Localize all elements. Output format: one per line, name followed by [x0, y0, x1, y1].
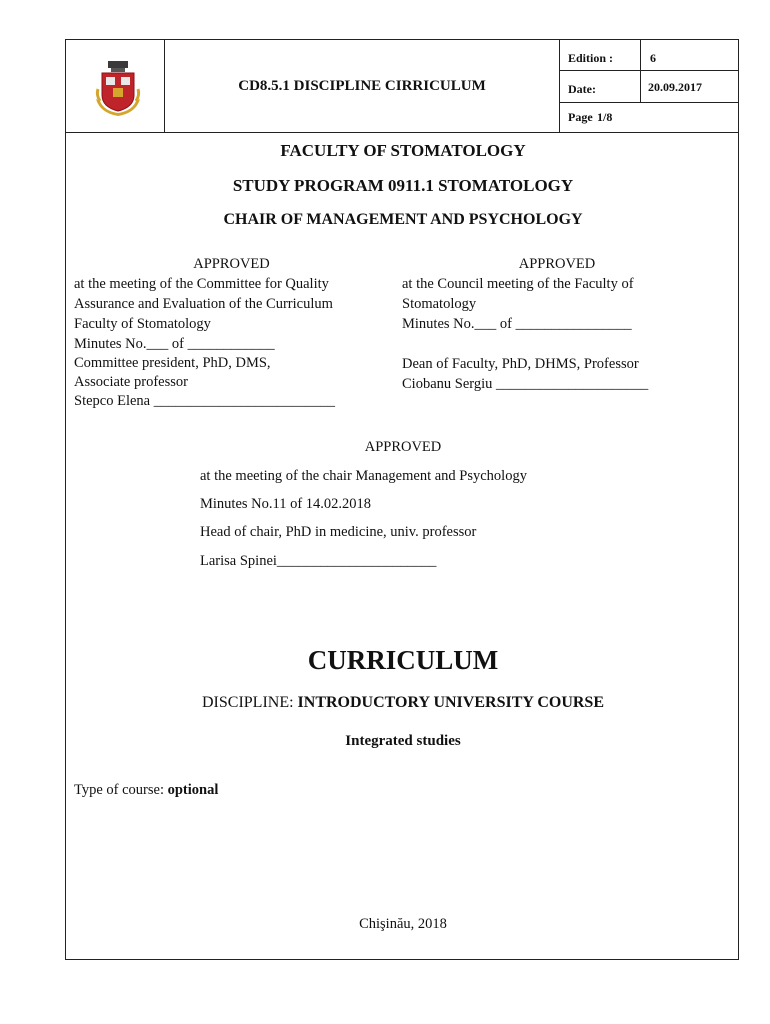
university-crest-logo	[94, 59, 142, 119]
place-date-footer: Chişinău, 2018	[359, 916, 447, 932]
curriculum-title: CURRICULUM	[307, 645, 499, 675]
approved-right-block	[402, 254, 722, 394]
approved-chair-line: Head of chair, PhD in medicine, univ. professor	[200, 524, 477, 540]
approved-left-line: Associate professor	[74, 374, 188, 390]
edition-value: 6	[650, 51, 656, 65]
study-program-heading: STUDY PROGRAM 0911.1 STOMATOLOGY	[232, 176, 574, 195]
approved-right-heading: APPROVED	[518, 256, 596, 272]
discipline-value: INTRODUCTORY UNIVERSITY COURSE	[297, 694, 604, 711]
approved-chair-line: at the meeting of the chair Management and Psychology	[200, 468, 527, 484]
approved-chair-heading: APPROVED	[364, 439, 442, 455]
page-label: Page	[568, 110, 593, 124]
approved-left-heading: APPROVED	[193, 256, 270, 272]
course-type-label: Type of course:	[74, 782, 168, 798]
studies-label: Integrated studies	[345, 733, 461, 749]
approved-left-block	[74, 254, 389, 411]
faculty-heading: FACULTY OF STOMATOLOGY	[280, 141, 526, 160]
discipline-line	[66, 694, 740, 712]
approved-right-line: Dean of Faculty, PhD, DHMS, Professor	[402, 356, 639, 372]
date-label: Date:	[568, 82, 596, 96]
approved-left-line: Faculty of Stomatology	[74, 316, 211, 332]
approved-right-line: at the Council meeting of the Faculty of	[402, 276, 634, 292]
approved-right-line: Ciobanu Sergiu _____________________	[402, 376, 649, 392]
approved-chair-line: Minutes No.11 of 14.02.2018	[200, 496, 372, 512]
edition-label: Edition :	[568, 51, 614, 65]
chair-heading: CHAIR OF MANAGEMENT AND PSYCHOLOGY	[223, 211, 583, 228]
approved-left-line: Committee president, PhD, DMS,	[74, 355, 271, 371]
course-type-value: optional	[167, 782, 219, 798]
discipline-label: DISCIPLINE:	[201, 694, 298, 711]
course-type-line	[74, 780, 218, 800]
approved-left-line: Stepco Elena _________________________	[74, 393, 335, 409]
approved-left-line: Assurance and Evaluation of the Curriculum	[74, 296, 333, 312]
approved-chair-line: Larisa Spinei______________________	[200, 553, 437, 569]
document-frame	[65, 39, 739, 960]
header-table	[66, 40, 738, 133]
page-value: 1/8	[597, 110, 613, 124]
approved-right-line: Stomatology	[402, 296, 477, 312]
approved-left-line: at the meeting of the Committee for Quality	[74, 276, 329, 292]
document-title: CD8.5.1 DISCIPLINE CIRRICULUM	[238, 78, 486, 94]
date-value: 20.09.2017	[648, 80, 702, 94]
approved-right-line: Minutes No.___ of ________________	[402, 316, 632, 332]
approved-left-line: Minutes No.___ of ____________	[74, 336, 275, 352]
